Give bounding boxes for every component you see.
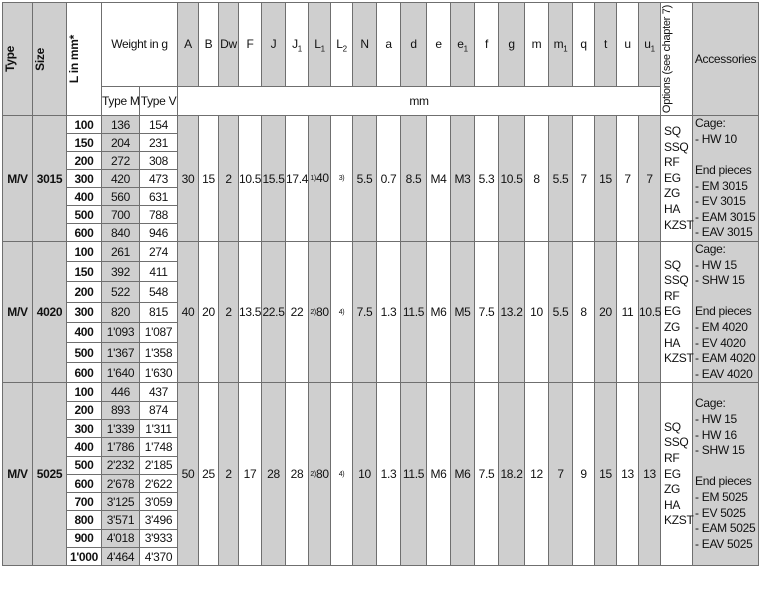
header-dim-e bbox=[427, 3, 451, 87]
weight-v-cell: 788 bbox=[140, 206, 178, 224]
type-cell: M/V bbox=[3, 116, 33, 242]
header-dim-symbol: u bbox=[624, 37, 631, 52]
dim-u1-cell: 13 bbox=[639, 383, 661, 566]
weight-v-cell: 154 bbox=[140, 116, 178, 134]
length-cell: 800 bbox=[67, 511, 102, 529]
weight-v-cell: 4'370 bbox=[140, 548, 178, 566]
weight-v-cell: 1'748 bbox=[140, 438, 178, 456]
dim-u1-cell: 7 bbox=[639, 116, 661, 242]
length-cell: 150 bbox=[67, 134, 102, 152]
header-size bbox=[33, 3, 67, 116]
dim-q-cell: 9 bbox=[573, 383, 595, 566]
weight-m-cell: 820 bbox=[102, 302, 140, 322]
weight-v-cell: 274 bbox=[140, 242, 178, 262]
dim-m1-cell: 5.5 bbox=[549, 116, 573, 242]
weight-m-cell: 272 bbox=[102, 152, 140, 170]
header-dim-m bbox=[525, 3, 549, 87]
dim-value: 80 bbox=[315, 466, 329, 481]
weight-v-cell: 1'311 bbox=[140, 420, 178, 438]
footnote-marker: 4) bbox=[338, 470, 345, 478]
dim-a-cell: 50 bbox=[178, 383, 199, 566]
header-dim-a bbox=[377, 3, 401, 87]
header-dim-subscript: 1 bbox=[650, 44, 655, 54]
header-options-label: Options (see chapter 7) bbox=[661, 5, 674, 114]
header-dim-symbol: f bbox=[484, 37, 489, 52]
header-dim-f bbox=[475, 3, 499, 87]
header-dim-symbol: u bbox=[644, 37, 651, 52]
header-options bbox=[661, 3, 693, 116]
table-row bbox=[3, 116, 759, 134]
length-cell: 100 bbox=[67, 383, 102, 401]
header-dim-e1 bbox=[451, 3, 475, 87]
dim-j1-cell: 28 bbox=[286, 383, 309, 566]
dim-a-cell: 40 bbox=[178, 242, 199, 383]
weight-v-cell: 874 bbox=[140, 401, 178, 419]
type-cell: M/V bbox=[3, 383, 33, 566]
header-dim-symbol: F bbox=[246, 37, 254, 52]
header-dim-symbol: B bbox=[204, 37, 213, 52]
header-dim-a bbox=[178, 3, 199, 87]
length-cell: 1'000 bbox=[67, 548, 102, 566]
dim-j1-cell: 17.4 bbox=[286, 116, 309, 242]
dim-n-cell: 7.5 bbox=[353, 242, 377, 383]
size-cell: 5025 bbox=[33, 383, 67, 566]
length-cell: 700 bbox=[67, 493, 102, 511]
header-dim-symbol: e bbox=[435, 37, 442, 52]
weight-v-cell: 3'933 bbox=[140, 529, 178, 547]
length-cell: 400 bbox=[67, 188, 102, 206]
header-accessories: Accessories bbox=[693, 3, 759, 116]
header-dim-symbol: m bbox=[531, 37, 542, 52]
weight-v-cell: 3'496 bbox=[140, 511, 178, 529]
options-cell: SQ SSQ RF EG ZG HA KZST bbox=[661, 116, 693, 242]
footnote-marker: 4) bbox=[338, 308, 345, 316]
weight-m-cell: 3'125 bbox=[102, 493, 140, 511]
header-dim-symbol: a bbox=[385, 37, 392, 52]
weight-m-cell: 392 bbox=[102, 262, 140, 282]
dim-n-cell: 5.5 bbox=[353, 116, 377, 242]
header-type-m: Type M bbox=[102, 86, 140, 115]
dim-e1-cell: M6 bbox=[451, 383, 475, 566]
dim-j-cell: 28 bbox=[262, 383, 286, 566]
length-cell: 200 bbox=[67, 401, 102, 419]
weight-v-cell: 411 bbox=[140, 262, 178, 282]
header-dim-q bbox=[573, 3, 595, 87]
length-cell: 900 bbox=[67, 529, 102, 547]
length-cell: 200 bbox=[67, 282, 102, 302]
dim-j-cell: 22.5 bbox=[262, 242, 286, 383]
header-unit: mm bbox=[178, 86, 661, 115]
header-dim-symbol: L bbox=[336, 37, 343, 52]
dim-d-cell: 11.5 bbox=[401, 242, 427, 383]
footnote-marker: 3) bbox=[338, 175, 345, 183]
weight-v-cell: 1'358 bbox=[140, 343, 178, 363]
weight-v-cell: 815 bbox=[140, 302, 178, 322]
rail-spec-table bbox=[2, 2, 759, 566]
header-dim-symbol: A bbox=[184, 37, 192, 52]
dim-e-cell: M6 bbox=[427, 242, 451, 383]
length-cell: 500 bbox=[67, 343, 102, 363]
dim-f-cell: 5.3 bbox=[475, 116, 499, 242]
type-cell: M/V bbox=[3, 242, 33, 383]
length-cell: 500 bbox=[67, 456, 102, 474]
weight-v-cell: 231 bbox=[140, 134, 178, 152]
dim-n-cell: 10 bbox=[353, 383, 377, 566]
dim-d-cell: 8.5 bbox=[401, 116, 427, 242]
header-dim-l1 bbox=[309, 3, 331, 87]
dim-a-cell: 30 bbox=[178, 116, 199, 242]
weight-m-cell: 840 bbox=[102, 224, 140, 242]
header-type bbox=[3, 3, 33, 116]
length-cell: 300 bbox=[67, 420, 102, 438]
length-cell: 150 bbox=[67, 262, 102, 282]
header-dim-symbol: q bbox=[580, 37, 587, 52]
weight-m-cell: 136 bbox=[102, 116, 140, 134]
dim-l1-cell bbox=[309, 116, 331, 242]
length-cell: 600 bbox=[67, 363, 102, 383]
dim-q-cell: 8 bbox=[573, 242, 595, 383]
dim-e-cell: M6 bbox=[427, 383, 451, 566]
header-size-label: Size bbox=[33, 47, 47, 71]
dim-a-cell: 0.7 bbox=[377, 116, 401, 242]
weight-m-cell: 522 bbox=[102, 282, 140, 302]
header-dim-subscript: 1 bbox=[297, 44, 302, 54]
dim-dw-cell: 2 bbox=[219, 242, 239, 383]
dim-a-cell: 1.3 bbox=[377, 383, 401, 566]
dim-l2-cell bbox=[331, 116, 353, 242]
weight-m-cell: 1'786 bbox=[102, 438, 140, 456]
weight-m-cell: 2'678 bbox=[102, 474, 140, 492]
weight-m-cell: 420 bbox=[102, 170, 140, 188]
header-dim-symbol: L bbox=[314, 37, 321, 52]
header-dim-g bbox=[499, 3, 525, 87]
dim-l1-cell bbox=[309, 383, 331, 566]
dim-m1-cell: 7 bbox=[549, 383, 573, 566]
weight-v-cell: 3'059 bbox=[140, 493, 178, 511]
weight-m-cell: 446 bbox=[102, 383, 140, 401]
dim-l2-cell bbox=[331, 242, 353, 383]
header-dim-dw bbox=[219, 3, 239, 87]
dim-j-cell: 15.5 bbox=[262, 116, 286, 242]
weight-m-cell: 1'367 bbox=[102, 343, 140, 363]
size-cell: 3015 bbox=[33, 116, 67, 242]
dim-u-cell: 11 bbox=[617, 242, 639, 383]
length-cell: 500 bbox=[67, 206, 102, 224]
weight-m-cell: 261 bbox=[102, 242, 140, 262]
weight-m-cell: 1'339 bbox=[102, 420, 140, 438]
length-cell: 300 bbox=[67, 170, 102, 188]
dim-f-cell: 17 bbox=[239, 383, 262, 566]
weight-v-cell: 1'087 bbox=[140, 322, 178, 342]
dim-e1-cell: M5 bbox=[451, 242, 475, 383]
dim-e1-cell: M3 bbox=[451, 116, 475, 242]
header-type-label: Type bbox=[3, 46, 17, 72]
dim-f-cell: 7.5 bbox=[475, 383, 499, 566]
dim-m-cell: 12 bbox=[525, 383, 549, 566]
header-type-v: Type V bbox=[140, 86, 178, 115]
dim-d-cell: 11.5 bbox=[401, 383, 427, 566]
dim-value: 40 bbox=[315, 171, 329, 186]
header-dim-j1 bbox=[286, 3, 309, 87]
weight-v-cell: 308 bbox=[140, 152, 178, 170]
weight-m-cell: 4'018 bbox=[102, 529, 140, 547]
dim-t-cell: 15 bbox=[595, 383, 617, 566]
header-dim-subscript: 1 bbox=[463, 44, 468, 54]
weight-m-cell: 4'464 bbox=[102, 548, 140, 566]
footnote-marker: 2) bbox=[310, 308, 316, 316]
weight-v-cell: 1'630 bbox=[140, 363, 178, 383]
weight-m-cell: 560 bbox=[102, 188, 140, 206]
dim-u1-cell: 10.5 bbox=[639, 242, 661, 383]
header-dim-u bbox=[617, 3, 639, 87]
header-dim-d bbox=[401, 3, 427, 87]
dim-f-cell: 13.5 bbox=[239, 242, 262, 383]
weight-v-cell: 548 bbox=[140, 282, 178, 302]
length-cell: 100 bbox=[67, 116, 102, 134]
dim-dw-cell: 2 bbox=[219, 116, 239, 242]
dim-t-cell: 20 bbox=[595, 242, 617, 383]
header-dim-b bbox=[199, 3, 219, 87]
footnote-marker: 2) bbox=[310, 470, 316, 478]
length-cell: 200 bbox=[67, 152, 102, 170]
footnote-marker: 1) bbox=[310, 175, 316, 183]
table-row bbox=[3, 383, 759, 401]
header-dim-l2 bbox=[331, 3, 353, 87]
header-dim-subscript: 1 bbox=[563, 44, 568, 54]
options-cell: SQ SSQ RF EG ZG HA KZST bbox=[661, 242, 693, 383]
dim-b-cell: 25 bbox=[199, 383, 219, 566]
header-length bbox=[67, 3, 102, 116]
dim-l2-cell bbox=[331, 383, 353, 566]
header-dim-symbol: Dw bbox=[220, 37, 237, 52]
dim-value: 80 bbox=[315, 304, 329, 319]
header-dim-j bbox=[262, 3, 286, 87]
length-cell: 300 bbox=[67, 302, 102, 322]
dim-f-cell: 7.5 bbox=[475, 242, 499, 383]
length-cell: 400 bbox=[67, 322, 102, 342]
dim-m-cell: 8 bbox=[525, 116, 549, 242]
options-cell: SQ SSQ RF EG ZG HA KZST bbox=[661, 383, 693, 566]
dim-t-cell: 15 bbox=[595, 116, 617, 242]
dim-b-cell: 15 bbox=[199, 116, 219, 242]
weight-v-cell: 631 bbox=[140, 188, 178, 206]
header-dim-symbol: N bbox=[360, 37, 369, 52]
dim-g-cell: 13.2 bbox=[499, 242, 525, 383]
weight-m-cell: 700 bbox=[102, 206, 140, 224]
dim-u-cell: 7 bbox=[617, 116, 639, 242]
header-dim-f bbox=[239, 3, 262, 87]
weight-m-cell: 204 bbox=[102, 134, 140, 152]
accessories-cell: Cage: - HW 15 - HW 16 - SHW 15 End pieces - EM 5025 - EV 5025 - EAM 5025 - EAV 5025 bbox=[693, 383, 759, 566]
dim-g-cell: 10.5 bbox=[499, 116, 525, 242]
header-dim-symbol: t bbox=[603, 37, 608, 52]
header-weight: Weight in g bbox=[102, 3, 178, 87]
accessories-cell: Cage: - HW 15 - SHW 15 End pieces - EM 4020 - EV 4020 - EAM 4020 - EAV 4020 bbox=[693, 242, 759, 383]
header-dim-subscript: 2 bbox=[342, 44, 347, 54]
weight-v-cell: 437 bbox=[140, 383, 178, 401]
header-dim-m1 bbox=[549, 3, 573, 87]
header-dim-symbol: J bbox=[292, 37, 298, 52]
weight-m-cell: 3'571 bbox=[102, 511, 140, 529]
dim-m1-cell: 5.5 bbox=[549, 242, 573, 383]
dim-m-cell: 10 bbox=[525, 242, 549, 383]
weight-v-cell: 473 bbox=[140, 170, 178, 188]
dim-j1-cell: 22 bbox=[286, 242, 309, 383]
length-cell: 100 bbox=[67, 242, 102, 262]
weight-v-cell: 2'622 bbox=[140, 474, 178, 492]
dim-l1-cell bbox=[309, 242, 331, 383]
weight-m-cell: 893 bbox=[102, 401, 140, 419]
header-dim-t bbox=[595, 3, 617, 87]
length-cell: 400 bbox=[67, 438, 102, 456]
header-length-label: L in mm* bbox=[67, 35, 81, 84]
header-dim-symbol: e bbox=[457, 37, 464, 52]
dim-q-cell: 7 bbox=[573, 116, 595, 242]
header-dim-subscript: 1 bbox=[320, 44, 325, 54]
header-dim-symbol: m bbox=[553, 37, 564, 52]
header-dim-u1 bbox=[639, 3, 661, 87]
header-dim-symbol: d bbox=[410, 37, 417, 52]
header-dim-symbol: J bbox=[270, 37, 277, 52]
dim-g-cell: 18.2 bbox=[499, 383, 525, 566]
weight-v-cell: 2'185 bbox=[140, 456, 178, 474]
header-dim-n bbox=[353, 3, 377, 87]
accessories-cell: Cage: - HW 10 End pieces - EM 3015 - EV 3015 - EAM 3015 - EAV 3015 bbox=[693, 116, 759, 242]
length-cell: 600 bbox=[67, 474, 102, 492]
size-cell: 4020 bbox=[33, 242, 67, 383]
length-cell: 600 bbox=[67, 224, 102, 242]
weight-m-cell: 1'093 bbox=[102, 322, 140, 342]
dim-f-cell: 10.5 bbox=[239, 116, 262, 242]
weight-v-cell: 946 bbox=[140, 224, 178, 242]
weight-m-cell: 1'640 bbox=[102, 363, 140, 383]
weight-m-cell: 2'232 bbox=[102, 456, 140, 474]
header-dim-symbol: g bbox=[508, 37, 515, 52]
dim-u-cell: 13 bbox=[617, 383, 639, 566]
dim-b-cell: 20 bbox=[199, 242, 219, 383]
dim-dw-cell: 2 bbox=[219, 383, 239, 566]
table-row bbox=[3, 242, 759, 262]
dim-a-cell: 1.3 bbox=[377, 242, 401, 383]
dim-e-cell: M4 bbox=[427, 116, 451, 242]
